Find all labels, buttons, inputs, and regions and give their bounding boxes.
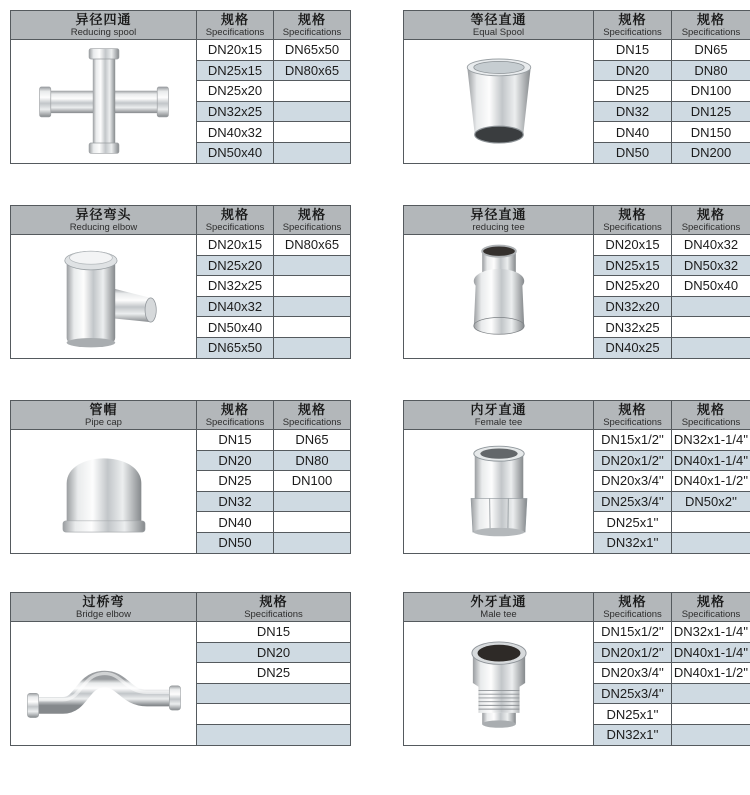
spec-column-header xyxy=(274,11,351,40)
spec-value xyxy=(274,255,351,276)
spec-header-zh: 规格 xyxy=(696,11,725,27)
spec-value xyxy=(197,704,351,725)
section-title-bridge-elbow xyxy=(11,593,197,622)
product-photo-male-tee xyxy=(404,622,594,746)
spec-value: DN25x15 xyxy=(197,60,274,81)
spec-value: DN15x1/2'' xyxy=(594,430,672,451)
spec-header-zh: 规格 xyxy=(297,11,326,27)
spec-value: DN32x25 xyxy=(197,101,274,122)
section-reducing-elbow xyxy=(10,205,351,359)
spec-value: DN100 xyxy=(672,81,750,102)
section-title-zh: 异径直通 xyxy=(470,206,527,222)
spec-value: DN20 xyxy=(594,60,672,81)
spec-header-en: Specifications xyxy=(681,608,741,620)
section-equal-spool xyxy=(403,10,750,164)
spec-header-zh: 规格 xyxy=(220,11,249,27)
section-title-en: Pipe cap xyxy=(85,416,122,428)
spec-value xyxy=(197,683,351,704)
spec-value xyxy=(672,296,750,317)
spec-value: DN50x40 xyxy=(197,317,274,338)
spec-header-en: Specifications xyxy=(681,221,741,233)
spec-column-header xyxy=(274,401,351,430)
section-title-zh: 外牙直通 xyxy=(470,593,527,609)
spec-header-en: Specifications xyxy=(603,416,662,428)
section-title-en: Reducing spool xyxy=(70,26,137,38)
spec-value: DN15 xyxy=(594,40,672,61)
spec-value: DN32x1'' xyxy=(594,532,672,553)
spec-value: DN200 xyxy=(672,142,750,163)
spec-value: DN65x50 xyxy=(274,40,351,61)
spec-value: DN20x1/2'' xyxy=(594,642,672,663)
spec-value: DN40x32 xyxy=(197,122,274,143)
spec-value: DN65 xyxy=(672,40,750,61)
spec-value xyxy=(672,512,750,533)
spec-value: DN50 xyxy=(594,142,672,163)
spec-header-en: Specifications xyxy=(681,26,741,38)
spec-value: DN80x65 xyxy=(274,60,351,81)
spec-header-zh: 规格 xyxy=(297,401,326,417)
spec-header-en: Specifications xyxy=(205,416,265,428)
spec-header-en: Specifications xyxy=(282,416,342,428)
spec-header-en: Specifications xyxy=(282,26,342,38)
spec-header-zh: 规格 xyxy=(696,206,725,222)
spec-value: DN80x65 xyxy=(274,235,351,256)
section-male-tee xyxy=(403,592,750,746)
section-title-reducing-spool xyxy=(11,11,197,40)
spec-value: DN20x3/4'' xyxy=(594,471,672,492)
spec-value: DN25 xyxy=(594,81,672,102)
spec-value: DN40x1-1/2'' xyxy=(672,471,750,492)
spec-column-header xyxy=(197,401,274,430)
spec-value xyxy=(274,337,351,358)
spec-value: DN50x40 xyxy=(197,142,274,163)
product-photo-female-tee xyxy=(404,430,594,554)
spec-header-en: Specifications xyxy=(205,26,265,38)
section-title-zh: 异径弯头 xyxy=(75,206,132,222)
spec-value xyxy=(274,491,351,512)
spec-header-en: Specifications xyxy=(205,221,265,233)
section-title-male-tee xyxy=(404,593,594,622)
spec-value: DN100 xyxy=(274,471,351,492)
spec-header-zh: 规格 xyxy=(220,206,249,222)
section-title-zh: 异径四通 xyxy=(75,11,132,27)
spec-value: DN20x15 xyxy=(594,235,672,256)
spec-value: DN50x40 xyxy=(672,276,750,297)
spec-value xyxy=(274,81,351,102)
spec-value: DN25 xyxy=(197,663,351,684)
spec-column-header xyxy=(672,401,750,430)
spec-header-zh: 规格 xyxy=(259,593,288,609)
product-photo-reducing-spool xyxy=(11,40,197,164)
spec-value: DN40x32 xyxy=(672,235,750,256)
spec-value: DN50x32 xyxy=(672,255,750,276)
spec-header-en: Specifications xyxy=(282,221,342,233)
product-photo-bridge-elbow xyxy=(11,622,197,746)
spec-value: DN32x20 xyxy=(594,296,672,317)
product-photo-equal-spool xyxy=(404,40,594,164)
spec-column-header xyxy=(274,206,351,235)
spec-value: DN25x20 xyxy=(197,255,274,276)
spec-column-header xyxy=(672,206,750,235)
spec-value: DN25x3/4'' xyxy=(594,491,672,512)
spec-value: DN15 xyxy=(197,430,274,451)
spec-header-en: Specifications xyxy=(603,608,662,620)
spec-header-zh: 规格 xyxy=(618,206,647,222)
spec-value: DN40 xyxy=(594,122,672,143)
spec-value xyxy=(672,317,750,338)
spec-value: DN25x20 xyxy=(197,81,274,102)
spec-value: DN80 xyxy=(672,60,750,81)
spec-header-en: Specifications xyxy=(603,221,662,233)
section-title-zh: 管帽 xyxy=(89,401,118,417)
section-pipe-cap xyxy=(10,400,351,554)
spec-value xyxy=(274,276,351,297)
section-title-reducing-tee xyxy=(404,206,594,235)
spec-value: DN32x1-1/4'' xyxy=(672,430,750,451)
spec-value: DN25x20 xyxy=(594,276,672,297)
spec-column-header xyxy=(594,206,672,235)
section-title-zh: 过桥弯 xyxy=(82,593,125,609)
spec-value xyxy=(672,724,750,745)
spec-column-header xyxy=(197,11,274,40)
section-title-en: Bridge elbow xyxy=(76,608,131,620)
section-title-female-tee xyxy=(404,401,594,430)
product-photo-reducing-tee xyxy=(404,235,594,359)
spec-value xyxy=(274,122,351,143)
spec-value xyxy=(672,683,750,704)
spec-value: DN65x50 xyxy=(197,337,274,358)
spec-value: DN20 xyxy=(197,450,274,471)
spec-header-en: Specifications xyxy=(681,416,741,428)
spec-value: DN15 xyxy=(197,622,351,643)
spec-value: DN32 xyxy=(594,101,672,122)
section-reducing-tee xyxy=(403,205,750,359)
spec-value: DN25x1'' xyxy=(594,512,672,533)
spec-value: DN40x32 xyxy=(197,296,274,317)
product-photo-reducing-elbow xyxy=(11,235,197,359)
spec-value: DN80 xyxy=(274,450,351,471)
spec-header-zh: 规格 xyxy=(696,401,725,417)
spec-column-header xyxy=(197,593,351,622)
section-female-tee xyxy=(403,400,750,554)
spec-value xyxy=(274,512,351,533)
spec-value: DN50x2'' xyxy=(672,491,750,512)
spec-value xyxy=(274,317,351,338)
section-title-en: Male tee xyxy=(480,608,517,620)
spec-column-header xyxy=(594,401,672,430)
spec-value: DN20 xyxy=(197,642,351,663)
spec-value: DN25x15 xyxy=(594,255,672,276)
spec-value: DN40x1-1/4'' xyxy=(672,450,750,471)
section-title-en: Equal Spool xyxy=(472,26,525,38)
spec-column-header xyxy=(594,593,672,622)
spec-value xyxy=(274,142,351,163)
spec-value xyxy=(274,296,351,317)
spec-value: DN32x1'' xyxy=(594,724,672,745)
spec-header-zh: 规格 xyxy=(618,593,647,609)
spec-header-zh: 规格 xyxy=(618,401,647,417)
spec-value xyxy=(672,704,750,725)
spec-header-en: Specifications xyxy=(603,26,662,38)
spec-header-zh: 规格 xyxy=(696,593,725,609)
spec-value: DN20x15 xyxy=(197,40,274,61)
section-bridge-elbow xyxy=(10,592,351,746)
spec-header-zh: 规格 xyxy=(220,401,249,417)
spec-value: DN150 xyxy=(672,122,750,143)
spec-value xyxy=(672,337,750,358)
section-reducing-spool xyxy=(10,10,351,164)
section-title-en: Female tee xyxy=(474,416,523,428)
spec-value: DN40x1-1/4'' xyxy=(672,642,750,663)
spec-value: DN15x1/2'' xyxy=(594,622,672,643)
spec-value: DN125 xyxy=(672,101,750,122)
spec-header-zh: 规格 xyxy=(618,11,647,27)
spec-value: DN20x15 xyxy=(197,235,274,256)
section-title-equal-spool xyxy=(404,11,594,40)
section-title-reducing-elbow xyxy=(11,206,197,235)
spec-value: DN40 xyxy=(197,512,274,533)
spec-value: DN25x1'' xyxy=(594,704,672,725)
section-title-en: Reducing elbow xyxy=(69,221,138,233)
spec-value xyxy=(197,724,351,745)
spec-value xyxy=(274,532,351,553)
spec-header-en: Specifications xyxy=(244,608,303,620)
section-title-pipe-cap xyxy=(11,401,197,430)
section-title-zh: 内牙直通 xyxy=(470,401,527,417)
spec-header-zh: 规格 xyxy=(297,206,326,222)
spec-value: DN20x1/2'' xyxy=(594,450,672,471)
spec-value: DN25x3/4'' xyxy=(594,683,672,704)
spec-column-header xyxy=(197,206,274,235)
spec-value: DN32x25 xyxy=(197,276,274,297)
spec-value: DN40x25 xyxy=(594,337,672,358)
spec-value: DN40x1-1/2'' xyxy=(672,663,750,684)
spec-column-header xyxy=(672,11,750,40)
section-title-zh: 等径直通 xyxy=(470,11,527,27)
spec-value: DN50 xyxy=(197,532,274,553)
spec-column-header xyxy=(594,11,672,40)
spec-value: DN32 xyxy=(197,491,274,512)
spec-value: DN25 xyxy=(197,471,274,492)
spec-value: DN20x3/4'' xyxy=(594,663,672,684)
spec-value xyxy=(672,532,750,553)
spec-value: DN32x25 xyxy=(594,317,672,338)
spec-value: DN65 xyxy=(274,430,351,451)
spec-value: DN32x1-1/4'' xyxy=(672,622,750,643)
product-photo-pipe-cap xyxy=(11,430,197,554)
section-title-en: reducing tee xyxy=(472,221,525,233)
spec-column-header xyxy=(672,593,750,622)
spec-value xyxy=(274,101,351,122)
